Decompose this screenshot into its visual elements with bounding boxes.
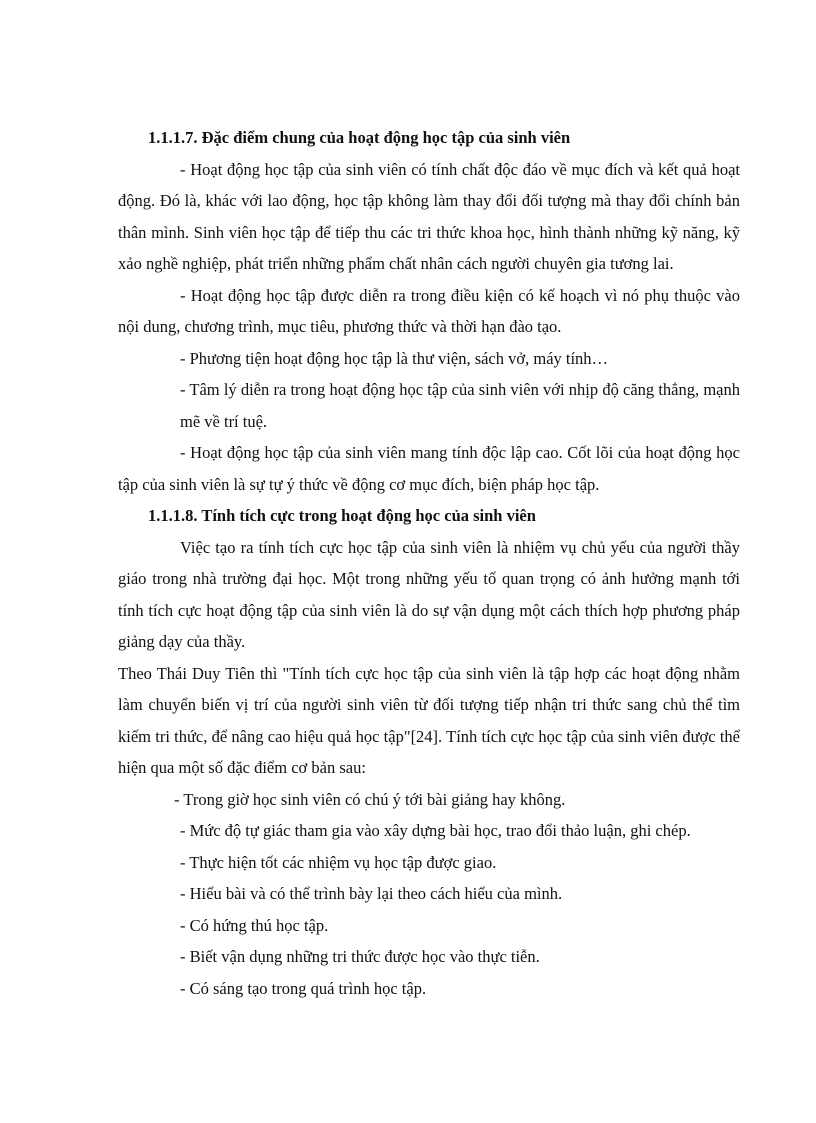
list-item: - Hiểu bài và có thể trình bày lại theo cách hiểu của mình. xyxy=(180,884,563,903)
paragraph-learning-means: - Phương tiện hoạt động học tập là thư viện, sách vở, máy tính… xyxy=(180,348,609,368)
document-page xyxy=(118,122,740,1004)
section-heading-1-1-1-8: 1.1.1.8. Tính tích cực trong hoạt động học của sinh viên xyxy=(148,506,536,525)
paragraph-learning-purpose: - Hoạt động học tập của sinh viên có tính chất độc đáo về mục đích và kết quả hoạt động. Đó là, khác với lao động, học tập không làm thay đổi đối tượng mà thay đổi chính bản thân mình. Sinh viên học tập để tiếp thu các tri thức khoa học, hình thành những kỹ năng, kỹ xảo nghề nghiệp, phát triển những phẩm chất nhân cách người chuyên gia tương lai. xyxy=(118,159,740,273)
list-item: - Có sáng tạo trong quá trình học tập. xyxy=(180,978,427,998)
paragraph-learning-plan: - Hoạt động học tập được diễn ra trong điều kiện có kế hoạch vì nó phụ thuộc vào nội dung, chương trình, mục tiêu, phương thức và thời hạn đào tạo. xyxy=(118,285,740,336)
section-heading-1-1-1-7: 1.1.1.7. Đặc điểm chung của hoạt động học tập của sinh viên xyxy=(148,128,571,147)
paragraph-thai-duy-tien-quote: Theo Thái Duy Tiên thì "Tính tích cực học tập của sinh viên là tập hợp các hoạt động nhằm làm chuyển biến vị trí của người sinh viên từ đối tượng tiếp nhận tri thức sang chủ thể tìm kiếm tri thức, để nâng cao hiệu quả học tập"[24]. Tính tích cực học tập của sinh viên được thể hiện qua một số đặc điểm cơ bản sau: xyxy=(118,663,740,777)
list-item: - Có hứng thú học tập. xyxy=(180,915,329,935)
list-item: - Biết vận dụng những tri thức được học vào thực tiễn. xyxy=(180,947,540,966)
list-item: - Trong giờ học sinh viên có chú ý tới bài giảng hay không. xyxy=(174,789,566,809)
paragraph-teacher-role: Việc tạo ra tính tích cực học tập của sinh viên là nhiệm vụ chủ yếu của người thầy giáo trong nhà trường đại học. Một trong những yếu tố quan trọng có ảnh hưởng mạnh tới tính tích cực hoạt động tập của sinh viên là do sự vận dụng một cách thích hợp phương pháp giảng dạy của thầy. xyxy=(118,537,740,651)
paragraph-learning-psychology: - Tâm lý diễn ra trong hoạt động học tập của sinh viên với nhịp độ căng thẳng, mạnh mẽ về trí tuệ. xyxy=(180,380,740,431)
list-item: - Thực hiện tốt các nhiệm vụ học tập được giao. xyxy=(180,852,497,872)
list-item: - Mức độ tự giác tham gia vào xây dựng bài học, trao đổi thảo luận, ghi chép. xyxy=(180,821,691,840)
paragraph-learning-independence: - Hoạt động học tập của sinh viên mang tính độc lập cao. Cốt lõi của hoạt động học tập của sinh viên là sự tự ý thức về động cơ mục đích, biện pháp học tập. xyxy=(118,443,740,494)
